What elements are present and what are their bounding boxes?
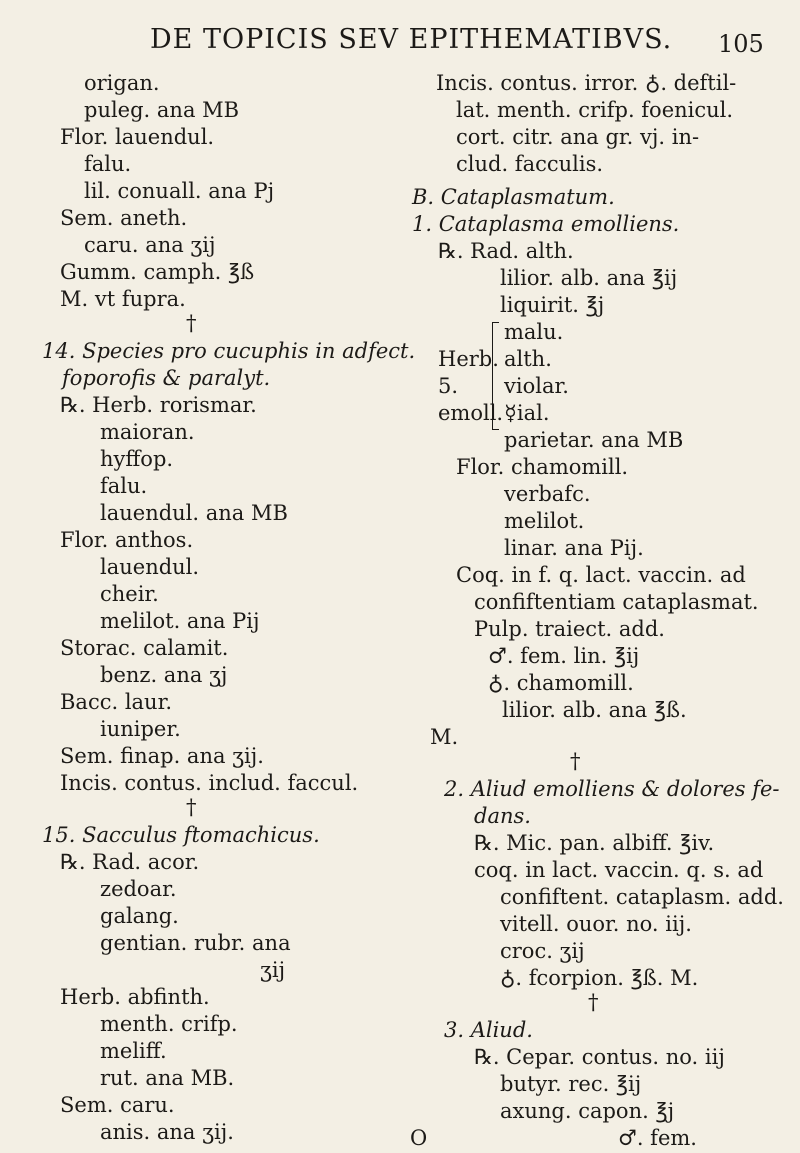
text-line: verbafc. xyxy=(504,482,591,506)
separator-dagger: † xyxy=(186,795,197,819)
text-line: falu. xyxy=(100,474,148,498)
text-line: iuniper. xyxy=(100,717,181,741)
text-line: confiftent. cataplasm. add. xyxy=(500,885,784,909)
text-line: ♂. fem. xyxy=(618,1126,697,1150)
text-line: maioran. xyxy=(100,420,195,444)
text-line: malu. xyxy=(504,320,564,344)
text-line: melilot. ana Pij xyxy=(100,609,260,633)
text-line: cheir. xyxy=(100,582,159,606)
text-line: ℞. Mic. pan. albiff. ℥iv. xyxy=(474,831,715,855)
text-line: Coq. in f. q. lact. vaccin. ad xyxy=(456,563,746,587)
text-line: Sem. finap. ana ʒij. xyxy=(60,744,264,768)
text-line: ☿ial. xyxy=(504,401,550,425)
text-line: falu. xyxy=(84,152,132,176)
text-line: ℞. Herb. rorismar. xyxy=(60,393,257,417)
separator-dagger: † xyxy=(588,990,599,1014)
text-line: alth. xyxy=(504,347,552,371)
text-line: caru. ana ʒij xyxy=(84,233,216,257)
text-line: Incis. contus. irror. ♁. deftil- xyxy=(436,71,737,95)
section-heading: 3. Aliud. xyxy=(444,1018,533,1042)
text-line: melilot. xyxy=(504,509,585,533)
text-line: lauendul. xyxy=(100,555,200,579)
text-line: emoll. xyxy=(438,401,504,425)
running-title: DE TOPICIS SEV EPITHEMATIBVS. xyxy=(150,24,673,55)
text-line: M. xyxy=(430,725,459,749)
separator-dagger: † xyxy=(570,749,581,773)
text-line: ℞. Rad. alth. xyxy=(438,239,574,263)
text-line: clud. facculis. xyxy=(456,152,604,176)
text-line: meliff. xyxy=(100,1039,167,1063)
page-number: 105 xyxy=(718,30,764,58)
text-line: Herb. abfinth. xyxy=(60,985,210,1009)
text-line: anis. ana ʒij. xyxy=(100,1120,234,1144)
text-line: lilior. alb. ana ℥ß. xyxy=(502,698,687,722)
text-line: vitell. ouor. no. iij. xyxy=(500,912,692,936)
text-line: M. vt fupra. xyxy=(60,287,186,311)
section-heading: 14. Species pro cucuphis in adfect. xyxy=(42,339,416,363)
text-line: gentian. rubr. ana xyxy=(100,931,291,955)
text-line: Flor. lauendul. xyxy=(60,125,215,149)
page-header xyxy=(0,12,800,62)
signature-mark: O xyxy=(410,1126,428,1150)
text-line: origan. xyxy=(84,71,160,95)
text-line: ℞. Rad. acor. xyxy=(60,850,200,874)
text-line: Flor. chamomill. xyxy=(456,455,629,479)
text-line: 5. xyxy=(438,374,459,398)
text-line: Storac. calamit. xyxy=(60,636,229,660)
text-line: confiftentiam cataplasmat. xyxy=(474,590,759,614)
section-heading: B. Cataplasmatum. xyxy=(412,185,615,209)
text-line: lauendul. ana MB xyxy=(100,501,288,525)
text-line: menth. crifp. xyxy=(100,1012,238,1036)
text-line: cort. citr. ana gr. vj. in- xyxy=(456,125,700,149)
section-heading: 1. Cataplasma emolliens. xyxy=(412,212,680,236)
section-heading: foporofis & paralyt. xyxy=(62,366,271,390)
text-line: ♂. fem. lin. ℥ij xyxy=(488,644,640,668)
text-line: benz. ana ʒj xyxy=(100,663,228,687)
text-line: hyffop. xyxy=(100,447,174,471)
text-line: liquirit. ℥j xyxy=(500,293,605,317)
text-line: puleg. ana MB xyxy=(84,98,240,122)
text-line: Sem. caru. xyxy=(60,1093,175,1117)
text-line: Sem. aneth. xyxy=(60,206,188,230)
text-line: parietar. ana MB xyxy=(504,428,684,452)
text-line: ♁. fcorpion. ℥ß. M. xyxy=(500,966,699,990)
text-line: lat. menth. crifp. foenicul. xyxy=(456,98,734,122)
text-line: violar. xyxy=(504,374,569,398)
text-line: axung. capon. ℥j xyxy=(500,1099,675,1123)
text-line: rut. ana MB. xyxy=(100,1066,235,1090)
text-line: ʒij xyxy=(260,958,286,982)
text-line: lilior. alb. ana ℥ij xyxy=(500,266,678,290)
text-line: Incis. contus. includ. faccul. xyxy=(60,771,359,795)
text-line: linar. ana Pij. xyxy=(504,536,644,560)
text-line: coq. in lact. vaccin. q. s. ad xyxy=(474,858,764,882)
text-line: butyr. rec. ℥ij xyxy=(500,1072,642,1096)
text-line: croc. ʒij xyxy=(500,939,585,963)
text-line: ♁. chamomill. xyxy=(488,671,634,695)
text-line: zedoar. xyxy=(100,877,177,901)
section-heading: dans. xyxy=(474,804,531,828)
text-line: Bacc. laur. xyxy=(60,690,172,714)
text-line: Herb. xyxy=(438,347,499,371)
text-line: Gumm. camph. ℥ß xyxy=(60,260,255,284)
text-line: Flor. anthos. xyxy=(60,528,194,552)
section-heading: 2. Aliud emolliens & dolores fe- xyxy=(444,777,780,801)
text-line: lil. conuall. ana Pj xyxy=(84,179,275,203)
text-line: galang. xyxy=(100,904,179,928)
text-line: ℞. Cepar. contus. no. iij xyxy=(474,1045,725,1069)
text-line: Pulp. traiect. add. xyxy=(474,617,665,641)
separator-dagger: † xyxy=(186,311,197,335)
section-heading: 15. Sacculus ftomachicus. xyxy=(42,823,320,847)
